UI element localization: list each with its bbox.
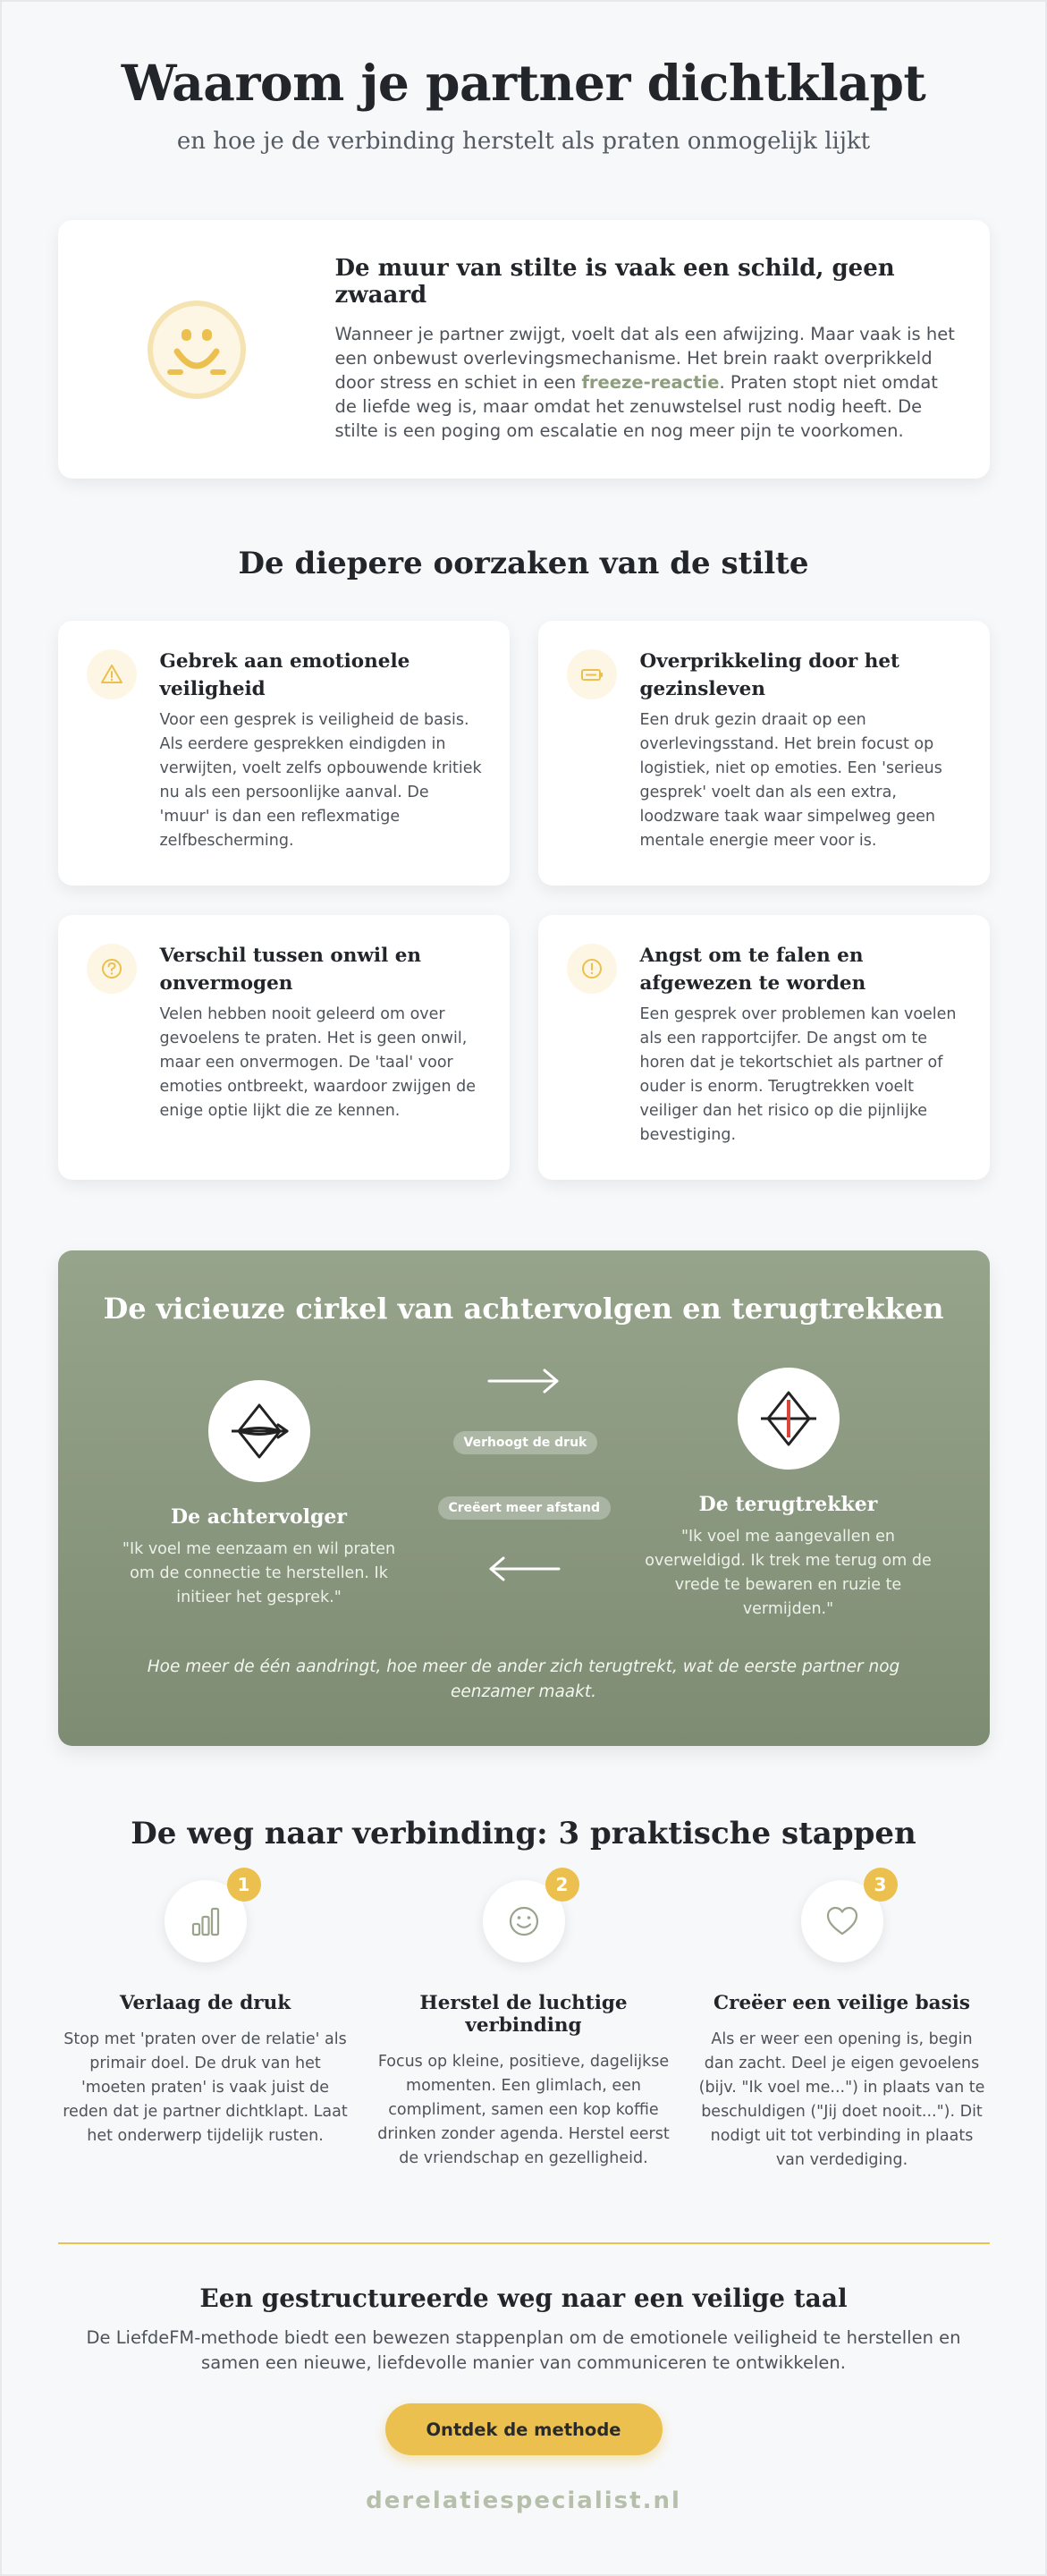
step-number-badge: 2	[545, 1868, 579, 1902]
section-divider	[58, 2242, 990, 2244]
intro-content	[335, 220, 961, 479]
question-circle-icon	[87, 944, 137, 994]
cta-text: De LiefdeFM-methode biedt een bewezen stappenplan om de emotionele veiligheid te herstellen en samen een nieuwe, liefdevolle manier van communiceren te ontwikkelen.	[86, 2327, 961, 2373]
intro-text-part: . Praten stopt niet omdat de liefde weg is, maar omdat het zenuwstelsel rust nodig heeft. De stilte is een poging om escalatie en nog meer pijn te voorkomen.	[334, 372, 938, 441]
pursuer-quote: "Ik voel me eenzaam en wil praten om de connectie te herstellen. Ik initieer het gesprek."	[122, 1540, 396, 1606]
exclamation-circle-icon	[567, 944, 617, 994]
withdrawer-quote: "Ik voel me aangevallen en overweldigd. Ik trek me terug om de vrede te bewaren en ruzie te vermijden."	[645, 1528, 932, 1618]
steps-row	[58, 1874, 990, 2173]
arrow-right-icon	[484, 1363, 564, 1399]
brand-footer: derelatiespecialist.nl	[366, 2487, 681, 2514]
step-item	[695, 1874, 990, 2173]
pursuer-title: De achtervolger	[171, 1505, 347, 1529]
battery-icon	[567, 649, 617, 699]
step-number-badge: 3	[864, 1868, 898, 1902]
step-title: Verlaag de druk	[119, 1992, 291, 2014]
discover-method-button[interactable]: Ontdek de methode	[385, 2403, 663, 2455]
cause-text: Een gesprek over problemen kan voelen als een rapportcijfer. De angst om te horen dat je tekortschiet als partner of ouder is enorm. Terugtrekken voelt veiliger dan het risico op die pijnlijke bevestiging.	[639, 1005, 957, 1144]
cause-card	[538, 915, 990, 1180]
step-text: Stop met 'praten over de relatie' als primair doel. De druk van het 'moeten praten' is vaak juist de reden dat je partner dichtklapt. Laat het onderwerp tijdelijk rusten.	[63, 2030, 348, 2145]
intro-paragraph	[335, 322, 961, 443]
page-title: Waarom je partner dichtklapt	[121, 54, 926, 112]
intro-card	[58, 220, 990, 479]
causes-grid	[58, 621, 990, 1180]
withdrawer-icon	[757, 1387, 820, 1450]
intro-text-part: Wanneer je partner zwijgt, voelt dat als een afwijzing. Maar vaak is het een onbewust overlevingsmechanisme. Het brein raakt overprikkeld door stress en schiet in een	[334, 324, 955, 393]
pursuer-icon-circle	[208, 1380, 310, 1482]
step-title: Creëer een veilige basis	[713, 1992, 970, 2014]
cause-body	[640, 942, 963, 1180]
step-number-badge: 1	[227, 1868, 261, 1902]
cause-title: Gebrek aan emotionele veiligheid	[159, 650, 410, 700]
smile-icon	[483, 1874, 569, 1962]
withdrawer-icon-circle	[738, 1368, 840, 1470]
cause-card	[58, 915, 510, 1180]
intro-highlight: freeze-reactie	[581, 372, 720, 393]
cause-body	[640, 648, 963, 886]
cause-title: Verschil tussen onwil en onvermogen	[159, 945, 422, 995]
intro-icon-area	[58, 220, 335, 479]
page	[58, 54, 990, 2514]
bar-chart-icon	[165, 1874, 250, 1962]
arrow-left-icon	[484, 1551, 564, 1587]
cta-title: Een gestructureerde weg naar een veilige taal	[199, 2284, 848, 2313]
cause-text: Voor een gesprek is veiligheid de basis. Als eerdere gesprekken eindigden in verwijten, voelt zelfs opbouwende kritiek nu als een persoonlijke aanval. De 'muur' is dan een reflexmatige zelfbescherming.	[159, 711, 482, 850]
intro-title: De muur van stilte is vaak een schild, geen zwaard	[334, 255, 895, 309]
step-title: Herstel de luchtige verbinding	[419, 1992, 628, 2037]
withdrawer	[641, 1368, 936, 1622]
step-text: Als er weer een opening is, begin dan zacht. Deel je eigen gevoelens (bijv. "Ik voel me...") in plaats van te beschuldigen ("Jij doet nooit..."). Dit nodigt uit tot verbinding in plaats van verdediging.	[698, 2030, 985, 2169]
withdrawer-title: De terugtrekker	[698, 1493, 878, 1516]
step-item	[376, 1874, 671, 2173]
cause-card	[58, 621, 510, 886]
causes-section-title: De diepere oorzaken van de stilte	[238, 546, 809, 581]
steps-section-title: De weg naar verbinding: 3 praktische stappen	[131, 1816, 916, 1852]
step-item	[58, 1874, 353, 2173]
cause-text: Een druk gezin draait op een overlevingsstand. Het brein focust op logistiek, niet op emoties. Een 'serieus gesprek' voelt dan als een extra, loodzware taak waar simpelweg geen mentale energie meer voor is.	[639, 711, 942, 850]
cycle-title: De vicieuze cirkel van achtervolgen en terugtrekken	[103, 1292, 944, 1326]
pursuer	[112, 1380, 407, 1610]
smiley-face-icon	[145, 298, 249, 402]
step-text: Focus op kleine, positieve, dagelijkse momenten. Een glimlach, een compliment, samen een kop koffie drinken zonder agenda. Herstel eerst de vriendschap en gezelligheid.	[377, 2053, 670, 2167]
pursuer-icon	[228, 1400, 291, 1462]
warning-triangle-icon	[87, 649, 137, 699]
cause-card	[538, 621, 990, 886]
cause-title: Angst om te falen en afgewezen te worden	[639, 945, 866, 995]
cycle-label-forward: Verhoogt de druk	[453, 1431, 598, 1454]
cycle-label-back: Creëert meer afstand	[438, 1496, 612, 1520]
cause-title: Overprikkeling door het gezinsleven	[639, 650, 899, 700]
cause-body	[160, 942, 483, 1180]
cause-body	[160, 648, 483, 886]
cycle-footer: Hoe meer de één aandringt, hoe meer de ander zich terugtrekt, wat de eerste partner nog eenzamer maakt.	[147, 1657, 900, 1701]
cause-text: Velen hebben nooit geleerd om over gevoelens te praten. Het is geen onwil, maar een onvermogen. De 'taal' voor emoties ontbreekt, waardoor zwijgen de enige optie lijkt die ze kennen.	[159, 1005, 476, 1120]
page-subtitle: en hoe je de verbinding herstelt als praten onmogelijk lijkt	[176, 128, 871, 155]
heart-icon	[801, 1874, 887, 1962]
cycle-panel	[58, 1250, 990, 1746]
